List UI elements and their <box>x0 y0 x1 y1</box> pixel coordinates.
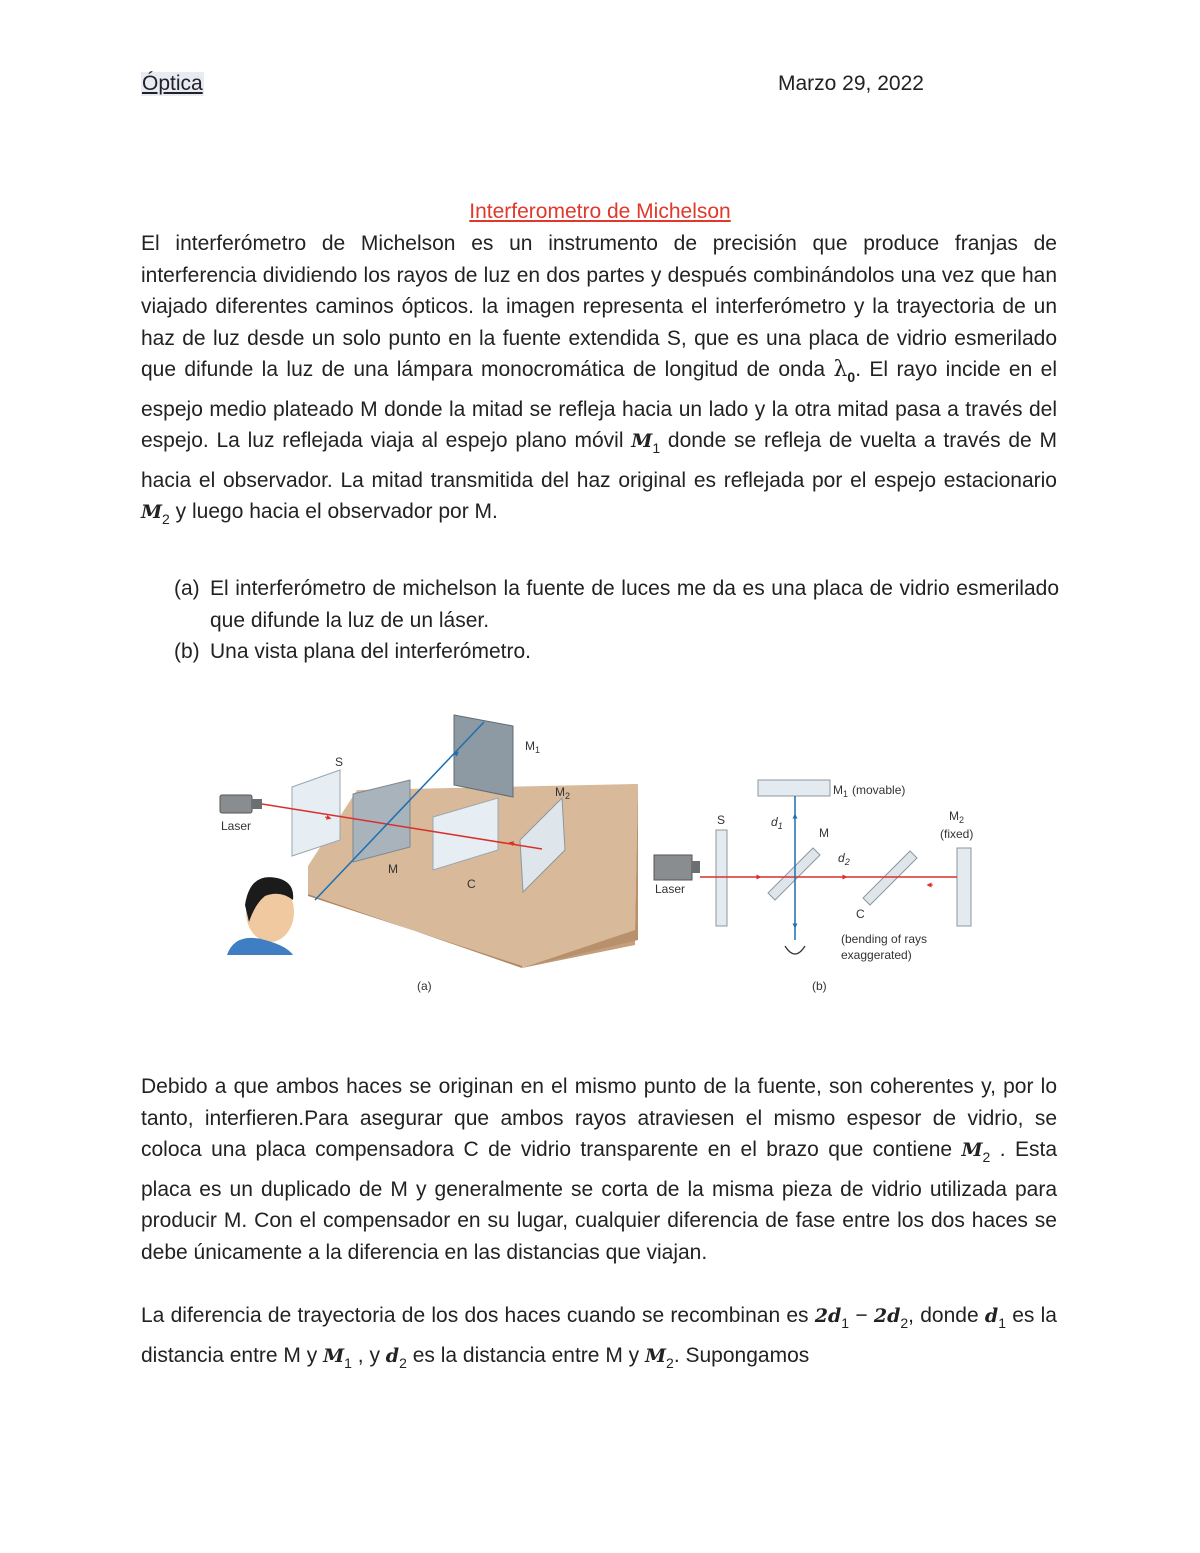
lambda-subscript: 0 <box>847 369 856 385</box>
laser-plan-aperture <box>692 861 700 873</box>
m1-subscript: 1 <box>344 1354 352 1371</box>
d2-label: $d_2$ <box>838 851 850 867</box>
m-label-a: M <box>388 862 398 876</box>
body3-text-2: donde <box>914 1304 985 1327</box>
figure-a <box>220 715 638 993</box>
m2-subscript: 2 <box>162 511 170 527</box>
body3-text-5: es la distancia entre M y <box>406 1343 645 1367</box>
list-item <box>174 636 1059 668</box>
s-label-b: S <box>717 813 726 827</box>
m-label-b: M <box>819 826 829 840</box>
screen-s-plan <box>716 830 727 926</box>
list-marker: (a) <box>174 577 200 600</box>
m2-subscript: 2 <box>982 1149 991 1165</box>
caption-a: (a) <box>417 979 432 993</box>
lambda-symbol: λ <box>833 357 848 382</box>
m1-label-b: $M_1$ (movable) <box>833 783 906 799</box>
list-item-text: El interferómetro de michelson la fuente de luces me da es una placa de vidrio esmerilado que difunde la luz de un láser. <box>210 577 1059 632</box>
m2-symbol: M <box>644 1344 667 1367</box>
observer-shirt <box>227 938 293 955</box>
figure-b <box>654 780 973 993</box>
c-label-b: C <box>856 907 865 921</box>
intro-text-1: El interferómetro de Michelson es un instrumento de precisión que produce franjas de interferencia dividiendo los rayos de luz en dos partes y después combinándolos una vez que han viajado diferentes caminos ópticos. la imagen representa el interferómetro y la trayectoria de un haz de luz desde un solo punto en la fuente extendida S, que es una placa de vidrio esmerilado que difunde la luz de una lámpara monocromática de longitud de onda <box>141 232 1057 381</box>
body3-text-1: La diferencia de trayectoria de los dos haces cuando se recombinan es <box>141 1304 815 1327</box>
expr-2d1-subscript: 1 <box>841 1315 850 1331</box>
laser-label-a: Laser <box>221 819 252 833</box>
eye-icon <box>785 946 805 954</box>
beam-splitter-m <box>353 780 410 862</box>
intro-text-4: y luego hacia el observador por M. <box>169 500 498 523</box>
list-marker: (b) <box>174 640 200 663</box>
bending-note-1: (bending of rays <box>841 932 928 946</box>
intro-text-3: donde se refleja de vuelta a través de M hacia el observador. La mitad transmitida del haz original es reflejada por el espejo estacionario <box>141 429 1057 492</box>
body-paragraph-2 <box>141 1071 1057 1268</box>
m2-subscript: 2 <box>666 1354 674 1371</box>
date-header: Marzo 29, 2022 <box>778 72 924 95</box>
expr-2d2: 2d <box>873 1305 901 1327</box>
m2-symbol: M <box>141 501 163 523</box>
minus-sign: − <box>849 1304 874 1327</box>
expr-2d1: 2d <box>814 1305 842 1327</box>
body3-text-4: , y <box>351 1343 386 1367</box>
laser-label-b: Laser <box>655 882 686 896</box>
mirror-m1-plan <box>758 780 830 796</box>
body-paragraph-3 <box>141 1300 1057 1379</box>
course-header: Óptica <box>142 72 203 95</box>
d2-symbol: d <box>385 1344 400 1367</box>
d1-label: $d_1$ <box>771 815 783 831</box>
interferometer-figure <box>205 700 995 1005</box>
d2-subscript: 2 <box>399 1354 407 1371</box>
body3-text-6: . Supongamos <box>673 1343 810 1367</box>
laser-aperture <box>252 799 262 809</box>
m1-label-a: $M_1$ <box>525 739 541 755</box>
d1-subscript: 1 <box>998 1315 1006 1331</box>
section-title <box>0 200 1200 224</box>
mirror-m1 <box>454 715 513 797</box>
m1-symbol: M <box>323 1344 345 1367</box>
compensator-plan <box>863 851 917 905</box>
m2-note-b: (fixed) <box>940 827 974 841</box>
comma: , <box>908 1304 914 1327</box>
expr-2d2-subscript: 2 <box>900 1315 909 1331</box>
m2-symbol: M <box>961 1139 983 1161</box>
beam-splitter-plan <box>768 848 820 900</box>
body2-text-1: Debido a que ambos haces se originan en el mismo punto de la fuente, son coherentes y, por lo tanto, interfieren.Para asegurar que ambos rayos atraviesen el mismo espesor de vidrio, se coloca una placa compensadora C de vidrio transparente en el brazo que contiene <box>141 1075 1057 1161</box>
m1-symbol: M <box>631 430 653 452</box>
intro-paragraph <box>141 228 1057 536</box>
m2-label-a: $M_2$ <box>555 785 571 801</box>
m2-label-b: $M_2$ <box>949 809 965 825</box>
list-item-text: Una vista plana del interferómetro. <box>210 640 531 663</box>
section-title-text: Interferometro de Michelson <box>469 200 731 223</box>
list-item <box>174 573 1059 636</box>
bending-note-2: exaggerated) <box>841 948 912 962</box>
c-label-a: C <box>467 877 476 891</box>
s-label-a: S <box>335 755 344 769</box>
body3-text-3: es la distancia entre M y <box>141 1304 1057 1367</box>
mirror-m2-plan <box>957 848 971 926</box>
intro-text-2: . El rayo incide en el espejo medio plateado M donde la mitad se refleja hacia un lado y la otra mitad pasa a través del espejo. La luz reflejada viaja al espejo plano móvil <box>141 358 1057 452</box>
m1-subscript: 1 <box>652 440 661 456</box>
caption-b: (b) <box>812 979 827 993</box>
laser-body <box>220 795 252 813</box>
body2-text-2: . Esta placa es un duplicado de M y generalmente se corta de la misma pieza de vidrio utilizada para producir M. Con el compensador en su lugar, cualquier diferencia de fase entre los dos haces se debe únicamente a la diferencia en las distancias que viajan. <box>141 1138 1058 1264</box>
figure-list <box>174 573 1059 668</box>
d1-symbol: d <box>984 1305 999 1327</box>
laser-plan <box>654 855 692 880</box>
